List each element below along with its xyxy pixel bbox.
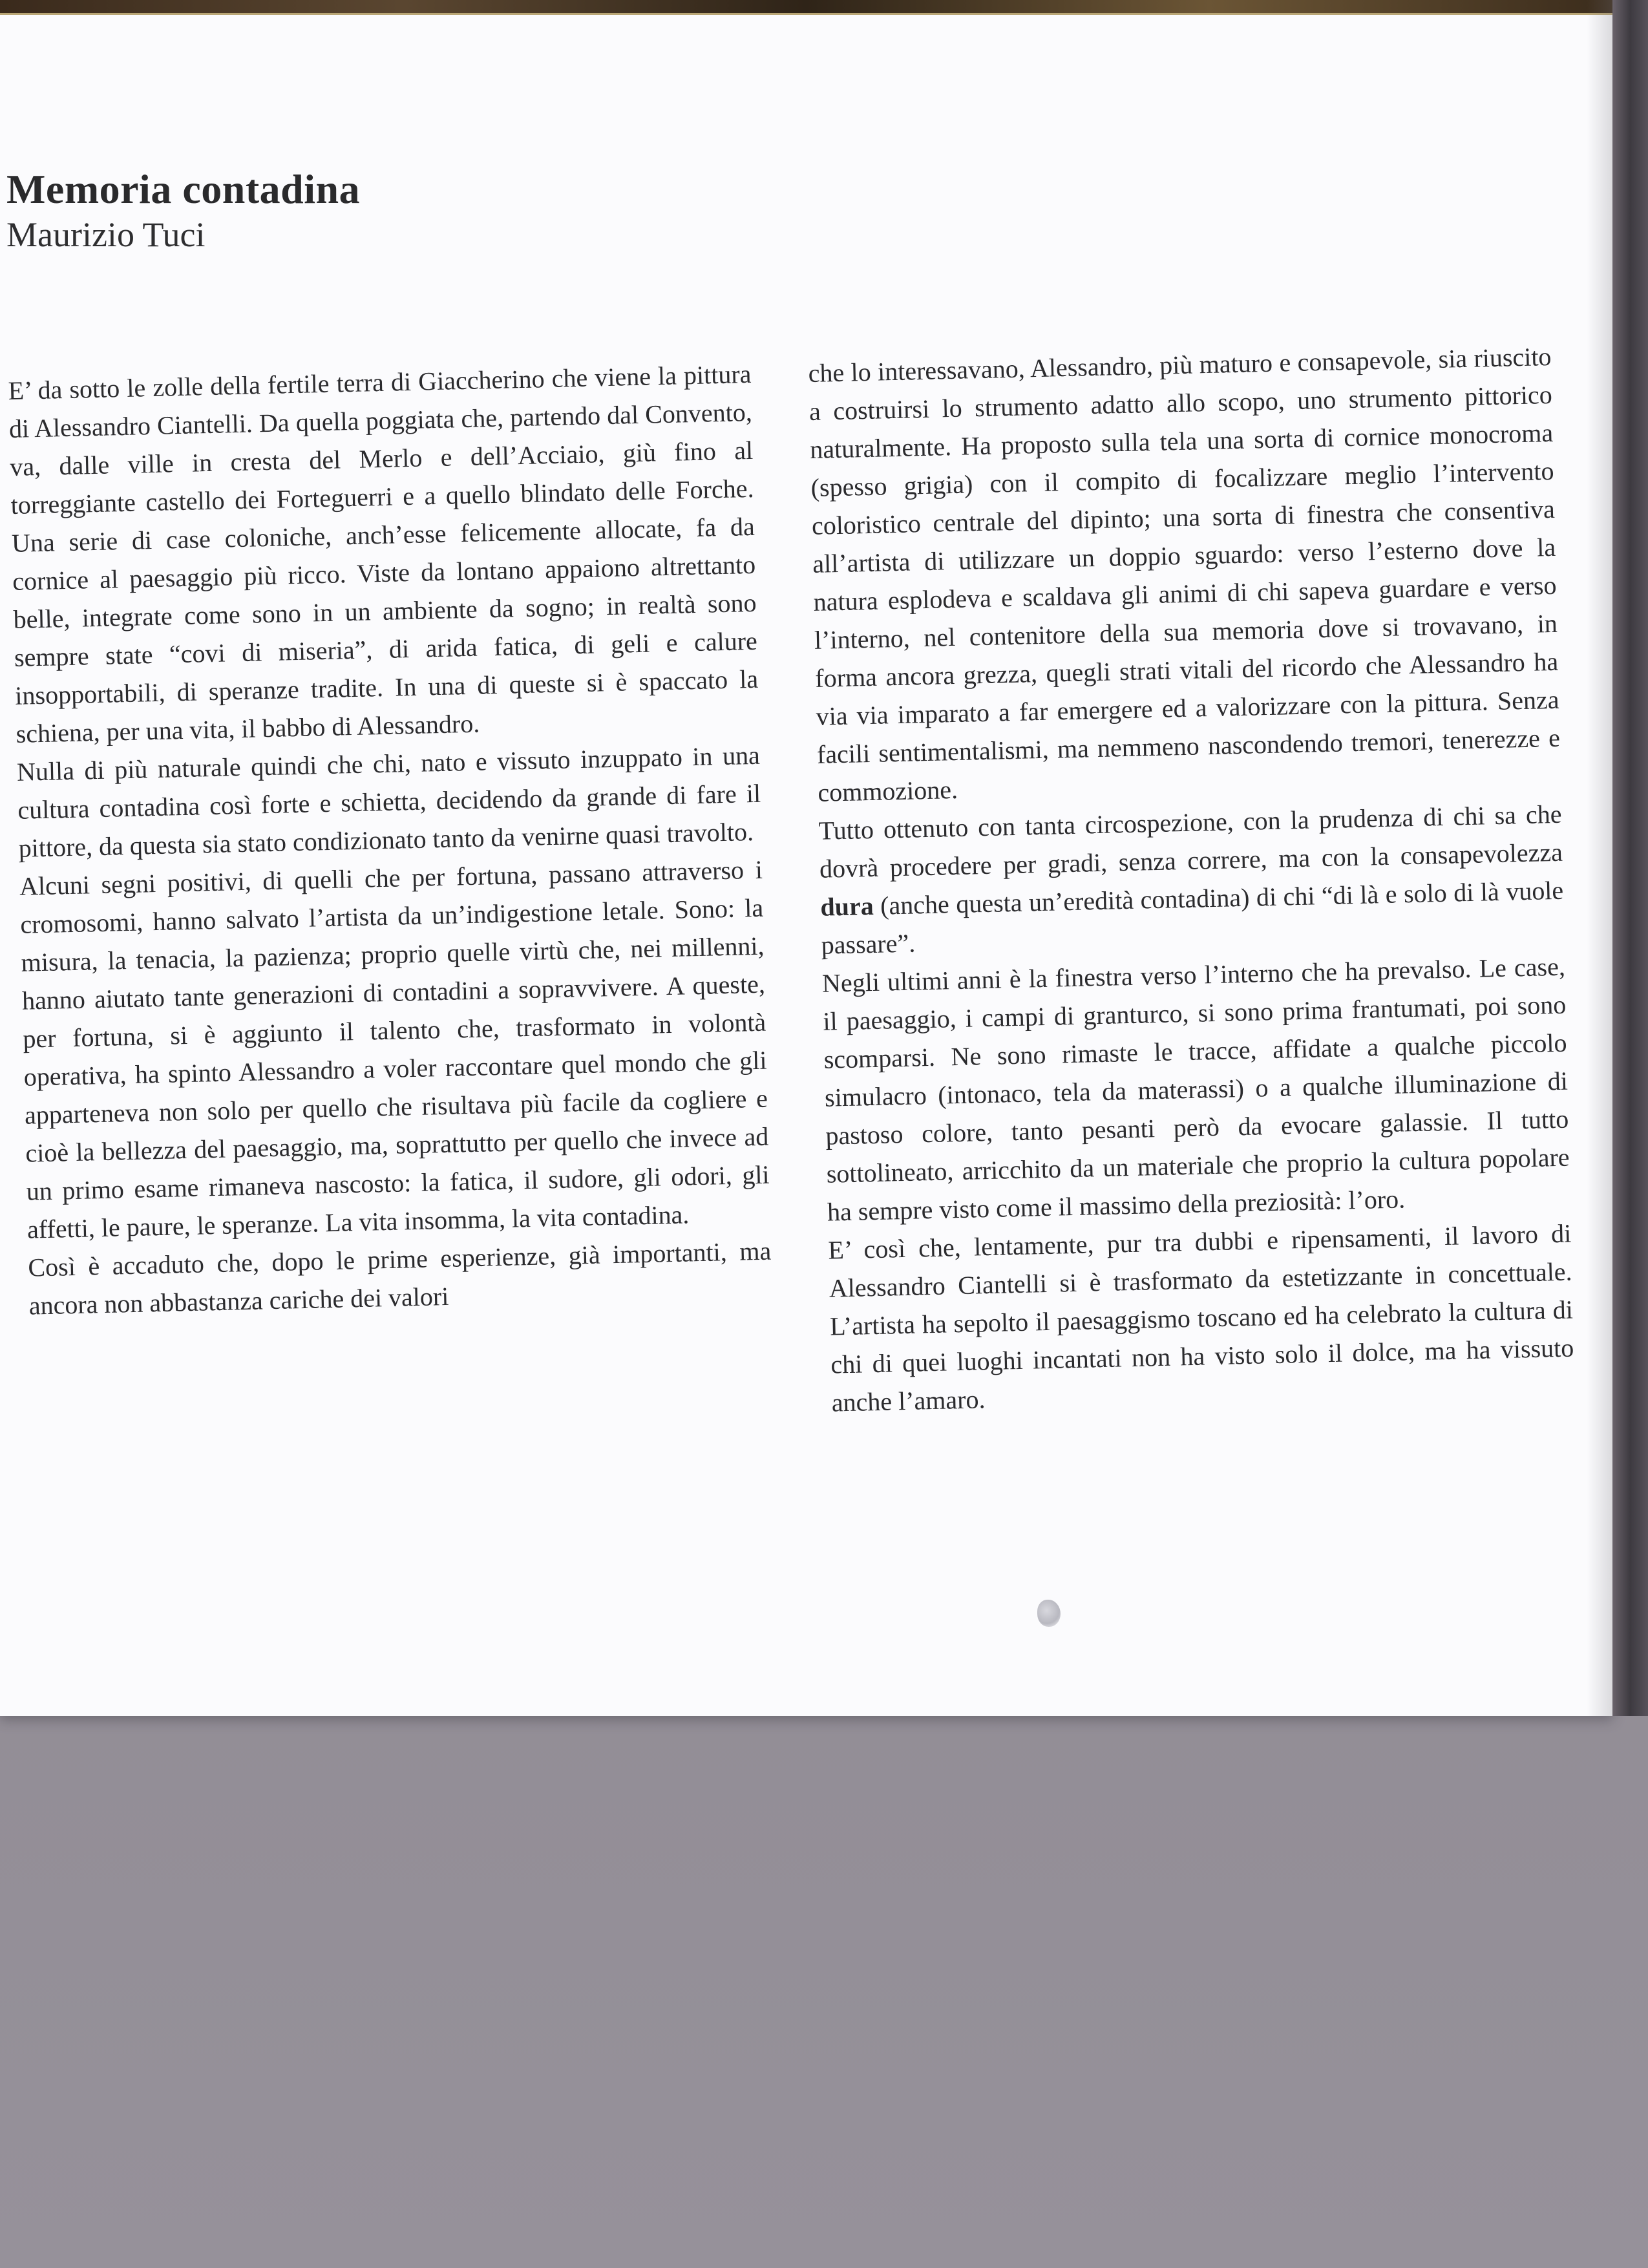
paragraph: Alcuni segni positivi, di quelli che per fortuna, passano attraverso i cromosomi, hanno salvato l’artista da un’indigestione letale. Sono: la misura, la tenacia, la pazienza; proprio quelle virtù che, nei millenni, hanno aiutato tante generazioni di contadini a sopravvivere. A queste, per fortuna, si è aggiunto il talento che, trasformato in volontà operativa, ha spinto Alessandro a voler raccontare quel mondo che gli apparteneva non solo per quello che risultava più facile da cogliere e cioè la bellezza del paesaggio, ma, soprattutto per quello che invece ad un primo esame rimaneva nascosto: la fatica, il sudore, gli odori, gli affetti, le paure, le speranze. La vita insomma, la vita contadina. xyxy=(19,854,770,1244)
paragraph-text: (anche questa un’eredità contadina) di chi “di là e solo di là vuole passare”. xyxy=(821,875,1564,960)
left-text-column xyxy=(8,355,772,1325)
paragraph: Nulla di più naturale quindi che chi, nato e vissuto inzuppato in una cultura contadina così forte e schietta, decidendo da grande di fare il pittore, da questa sia stato condizionato tanto da venirne quasi travolto. xyxy=(16,740,761,863)
paragraph: E’ da sotto le zolle della fertile terra di Giaccherino che viene la pittura di Alessandro Ciantelli. Da quella poggiata che, partendo dal Convento, va, dalle ville in cresta del Merlo e dell’Acciaio, giù fino al torreggiante castello dei Forteguerri e a quello blindato delle Forche. Una serie di case coloniche, anch’esse felicemente allocate, fa da cornice al paesaggio più ricco. Viste da lontano appaiono altrettanto belle, integrate come sono in un ambiente da sogno; in realtà sono sempre state “covi di miseria”, di arida fatica, di geli e calure insopportabili, di speranze tradite. In una di queste si è spaccato la schiena, per una vita, il babbo di Alessandro. xyxy=(8,359,759,748)
bold-word: dura xyxy=(819,891,874,922)
paragraph xyxy=(818,795,1565,964)
article-author: Maurizio Tuci xyxy=(6,215,206,255)
paragraph: Così è accaduto che, dopo le prime esperienze, già importanti, ma ancora non abbastanza cariche dei valori xyxy=(27,1236,772,1320)
paragraph: E’ così che, lentamente, pur tra dubbi e ripensamenti, il lavoro di Alessandro Ciantelli si è trasformato da estetizzante in concettuale. L’artista ha sepolto il paesaggismo toscano ed ha celebrato la cultura di chi di quei luoghi incantati non ha visto solo il dolce, ma ha vissuto anche l’amaro. xyxy=(827,1218,1574,1417)
top-image-strip xyxy=(0,0,1612,13)
paper-blemish xyxy=(1037,1600,1061,1627)
paragraph: Negli ultimi anni è la finestra verso l’interno che ha prevalso. Le case, il paesaggio, i campi di granturco, si sono prima frantumati, poi sono scomparsi. Ne sono rimaste le tracce, affidate a qualche piccolo simulacro (intonaco, tela da materassi) o a qualche illuminazione di pastoso colore, tanto pesanti però da evocare galassie. Il tutto sottolineato, arricchito da un materiale che proprio la cultura popolare ha sempre visto come il massimo della preziosità: l’oro. xyxy=(821,951,1570,1227)
article-header xyxy=(6,167,360,255)
right-text-column xyxy=(808,337,1575,1422)
paragraph: che lo interessavano, Alessandro, più maturo e consapevole, sia riuscito a costruirsi lo strumento adatto allo scopo, uno strumento pittorico naturalmente. Ha proposto sulla tela una sorta di cornice monocroma (spesso grigia) con il compito di focalizzare meglio l’intervento coloristico centrale del dipinto; una sorta di finestra che consentiva all’artista di utilizzare un doppio sguardo: verso l’esterno dove la natura esplodeva e scaldava gli animi di chi sapeva guardare e verso l’interno, nel contenitore della sua memoria dove si trovavano, in forma ancora grezza, quegli strati vitali del ricordo che Alessandro ha via via imparato a far emergere ed a valorizzare con la pittura. Senza facili sentimentalismi, ma nemmeno nascondendo tremori, tenerezze e commozione. xyxy=(808,341,1561,807)
article-title: Memoria contadina xyxy=(6,166,361,212)
paragraph-text: Tutto ottenuto con tanta circospezione, con la prudenza di chi sa che dovrà procedere per gradi, senza correre, ma con la consapevolezza xyxy=(818,799,1563,884)
book-spine-edge xyxy=(1612,0,1648,1716)
